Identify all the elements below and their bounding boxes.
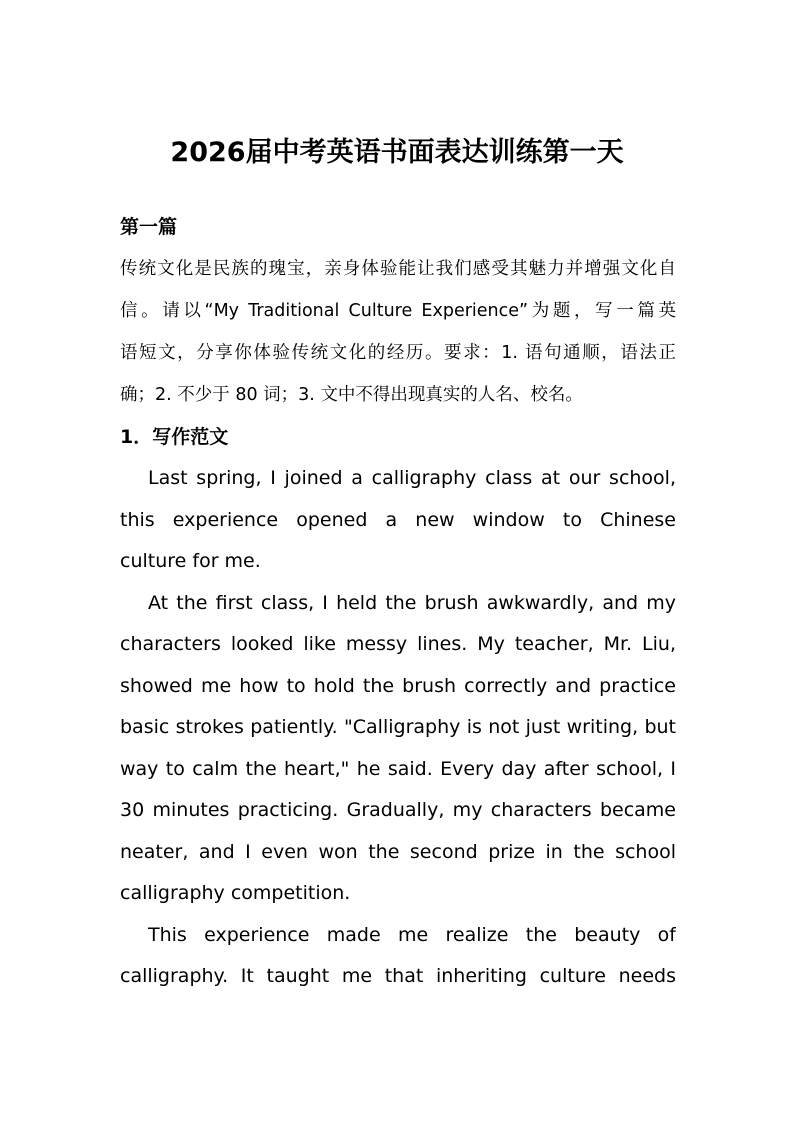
essay-line: neater, and I even won the second prize in the school — [120, 840, 676, 863]
essay-line: 30 minutes practicing. Gradually, my characters became — [120, 799, 676, 821]
essay-line: Last spring, I joined a calligraphy class at our school, — [148, 467, 676, 489]
essay-line: calligraphy. It taught me that inheriting culture needs — [120, 965, 676, 987]
essay-line: This experience made me realize the beauty of — [148, 923, 676, 946]
page-title: 2026届中考英语书面表达训练第一天 — [170, 137, 624, 168]
model-essay — [120, 458, 676, 998]
prompt-line: 传统文化是民族的瑰宝，亲身体验能让我们感受其魅力并增强文化自 — [120, 259, 676, 279]
essay-line: At the first class, I held the brush awkwardly, and my — [148, 591, 676, 614]
writing-prompt — [120, 248, 676, 416]
essay-line: this experience opened a new window to Chinese — [120, 508, 676, 531]
essay-line: culture for me. — [120, 550, 261, 572]
essay-line: calligraphy competition. — [120, 882, 351, 904]
document-body — [120, 206, 676, 998]
essay-line: basic strokes patiently. "Calligraphy is not just writing, but — [120, 716, 676, 738]
section-heading: 第一篇 — [120, 216, 178, 238]
essay-line: way to calm the heart," he said. Every day after school, I — [120, 757, 676, 780]
essay-line: showed me how to hold the brush correctly and practice — [120, 674, 676, 697]
prompt-line: 语短文，分享你体验传统文化的经历。要求：1. 语句通顺，语法正 — [120, 343, 676, 363]
prompt-line: 确；2. 不少于 80 词；3. 文中不得出现真实的人名、校名。 — [120, 385, 583, 405]
prompt-line: 信。请以“My Traditional Culture Experience”为题，写一篇英 — [120, 301, 676, 321]
model-essay-heading: 1．写作范文 — [120, 426, 229, 448]
essay-line: characters looked like messy lines. My teacher, Mr. Liu, — [120, 633, 676, 655]
